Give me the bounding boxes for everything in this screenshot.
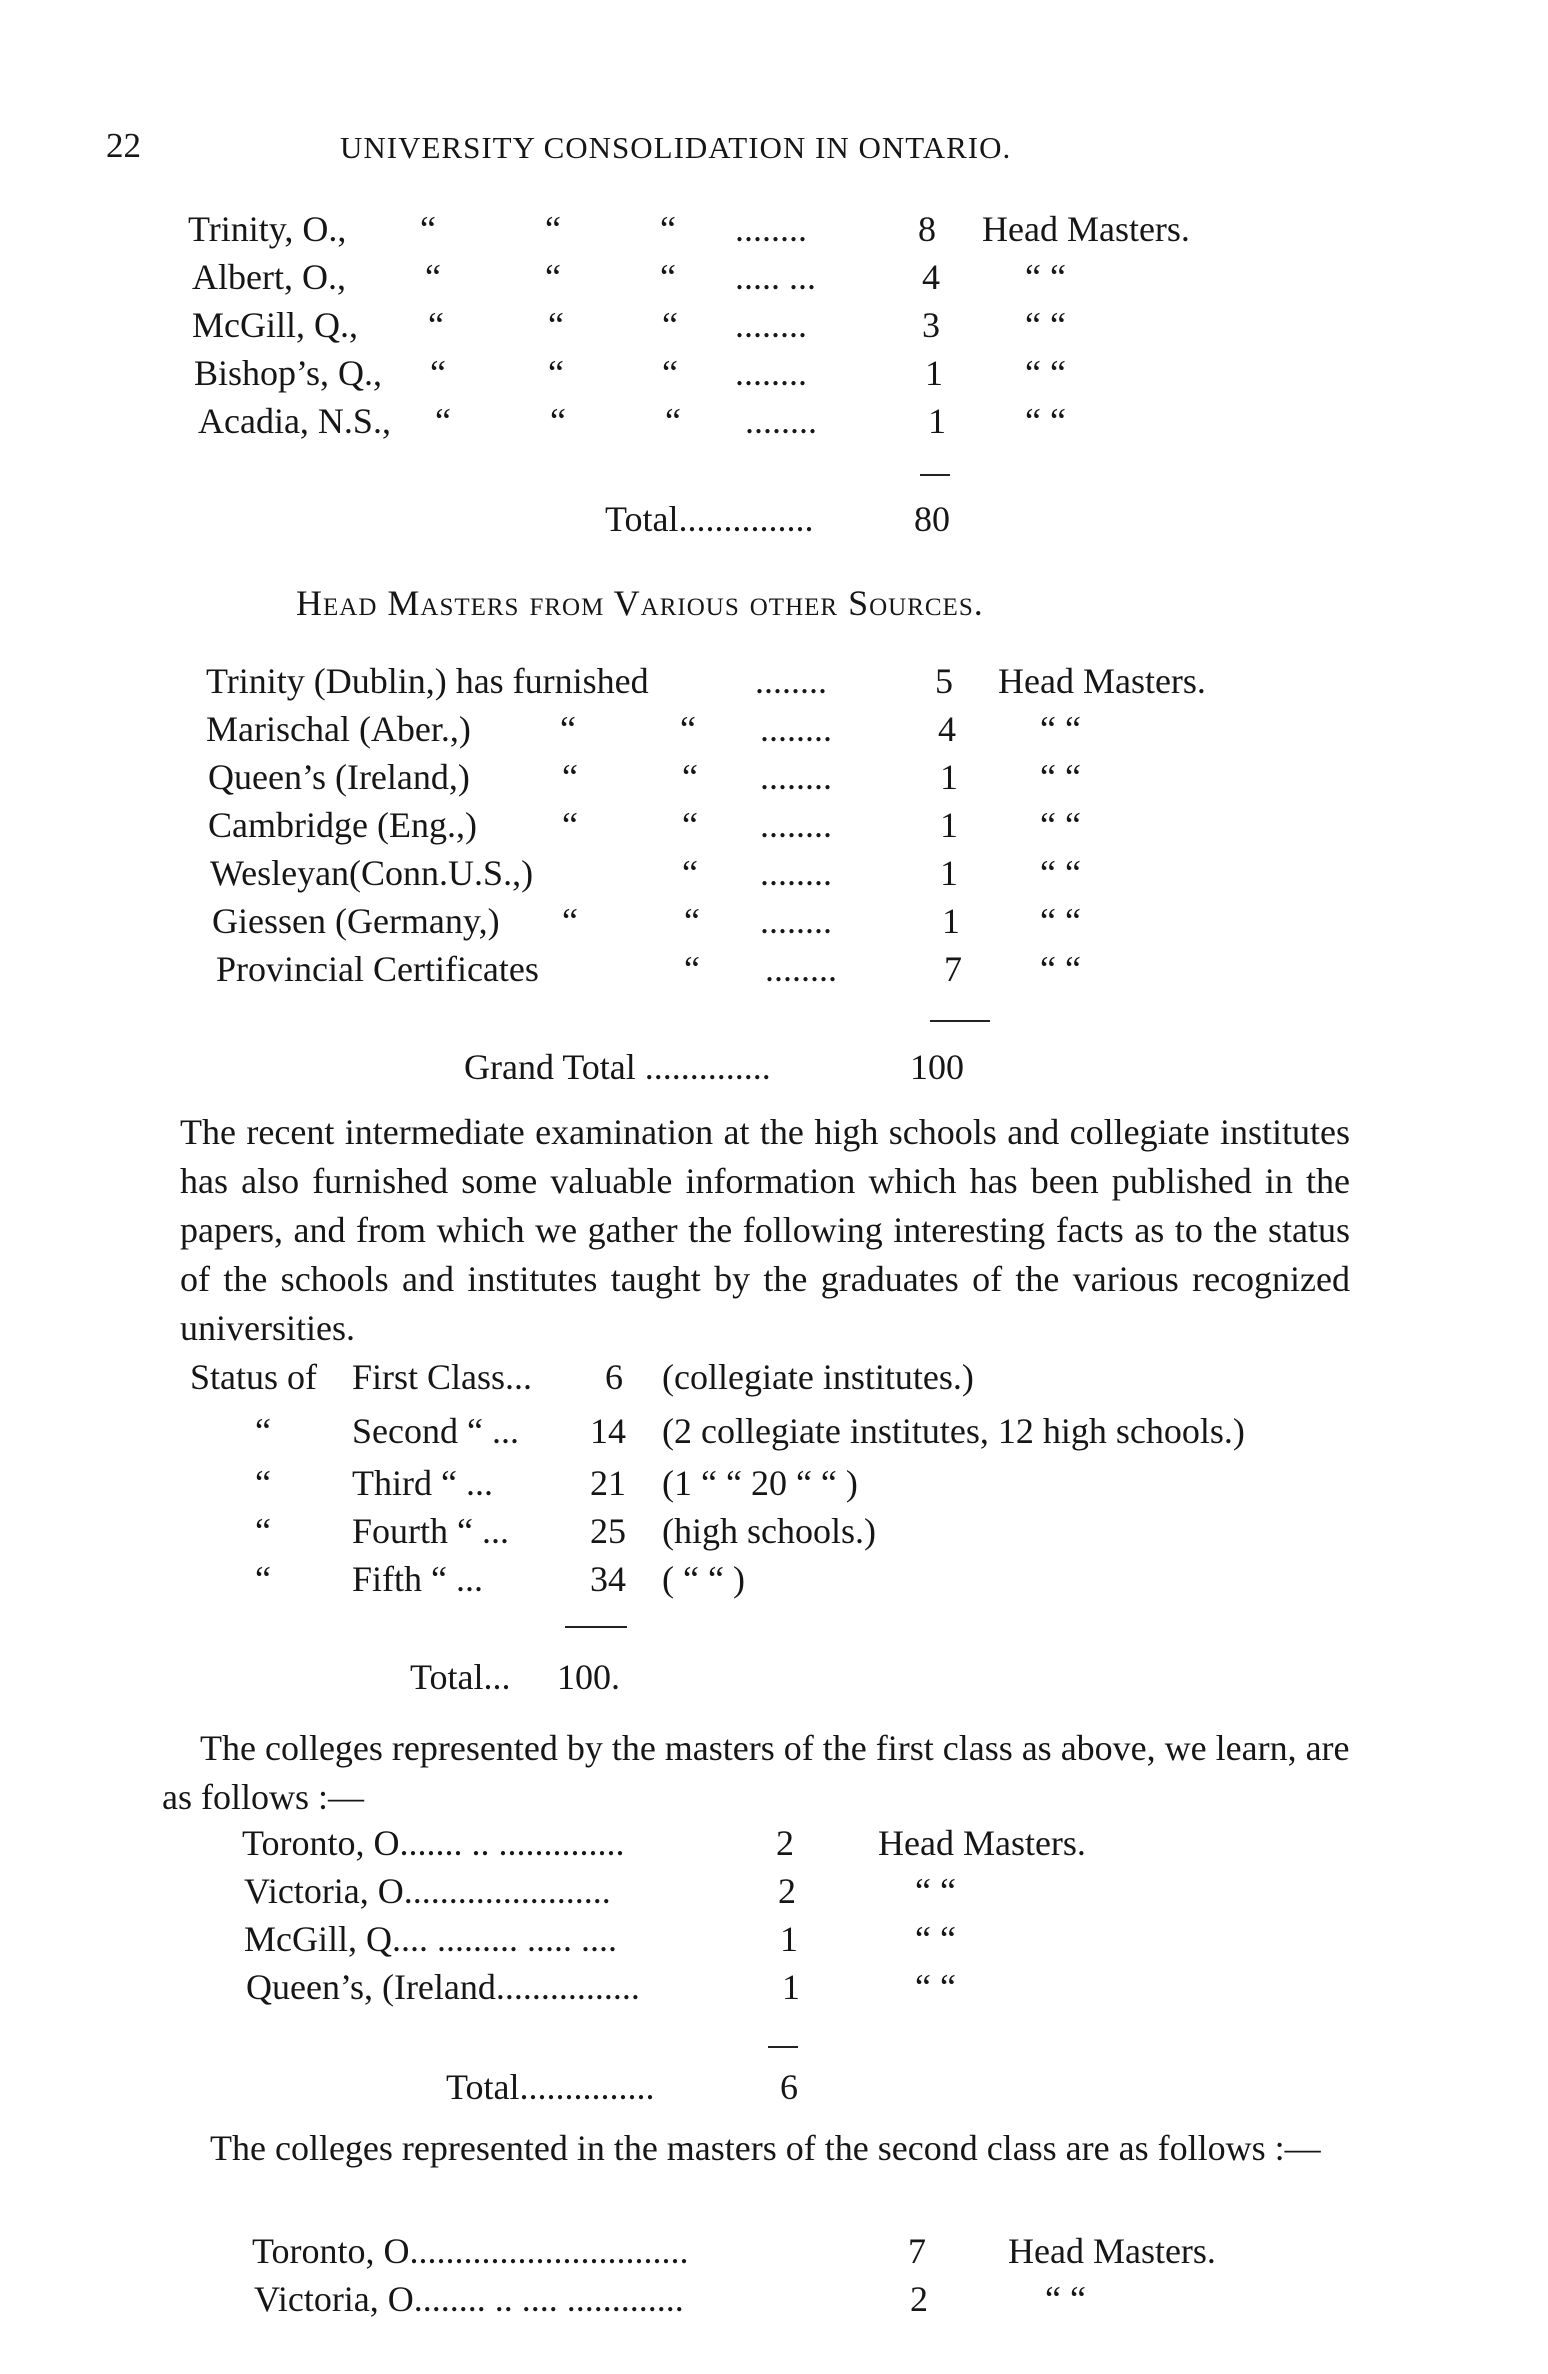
sum-rule — [920, 474, 950, 476]
table-row: Wesleyan(Conn.U.S.,) “ ........ 1 “ “ — [210, 853, 1081, 893]
table-row: Toronto, O....... .. .............. 2 Head Masters. — [242, 1823, 1086, 1863]
table-row: “ Fourth “ ... 25 (high schools.) — [255, 1511, 876, 1551]
table-row: Toronto, O............................... 7 Head Masters. — [252, 2231, 1216, 2271]
table-row: Victoria, O....................... 2 “ “ — [244, 1871, 956, 1911]
table-row: Bishop’s, Q., “ “ “ ........ 1 “ “ — [194, 353, 1066, 393]
table-row: Queen’s (Ireland,) “ “ ........ 1 “ “ — [208, 757, 1081, 797]
table-row: Queen’s, (Ireland................ 1 “ “ — [246, 1967, 956, 2007]
running-title: UNIVERSITY CONSOLIDATION IN ONTARIO. — [340, 130, 1012, 165]
paragraph: The colleges represented in the masters of the second class are as follows :— — [210, 2128, 1321, 2168]
section-heading: Head Masters from Various other Sources. — [296, 583, 984, 623]
total-row: Total............... 80 — [605, 499, 950, 539]
sum-rule — [768, 2046, 798, 2048]
table-row: “ Third “ ... 21 (1 “ “ 20 “ “ ) — [255, 1463, 858, 1503]
paragraph: The recent intermediate examination at the high schools and collegiate institutes has also furnished some valuable information which has been published in the papers, and from which we gather the following interesting facts as to the status of the schools and institutes taught by the graduates of the various recognized universities. — [180, 1112, 1350, 1348]
table-row: “ Second “ ... 14 (2 collegiate institutes, 12 high schools.) — [255, 1411, 1245, 1451]
total-row: Total... 100. — [410, 1657, 620, 1697]
table-row: Albert, O., “ “ “ ..... ... 4 “ “ — [192, 257, 1066, 297]
paragraph: The colleges represented by the masters of the first class as above, we learn, are as follows :— — [162, 1728, 1350, 1817]
table-row: McGill, Q.... ......... ..... .... 1 “ “ — [244, 1919, 956, 1959]
table-row: “ Fifth “ ... 34 ( “ “ ) — [255, 1559, 745, 1599]
total-row: Total............... 6 — [446, 2067, 798, 2107]
page-number: 22 — [106, 126, 141, 165]
table-row: Victoria, O........ .. .... ............. 2 “ “ — [254, 2279, 1086, 2319]
table-row: Giessen (Germany,) “ “ ........ 1 “ “ — [212, 901, 1081, 941]
table-row: Provincial Certificates “ ........ 7 “ “ — [216, 949, 1081, 989]
table-row: McGill, Q., “ “ “ ........ 3 “ “ — [192, 305, 1066, 345]
table-row: Acadia, N.S., “ “ “ ........ 1 “ “ — [198, 401, 1066, 441]
table-row: Cambridge (Eng.,) “ “ ........ 1 “ “ — [208, 805, 1081, 845]
table-row: Status of First Class... 6 (collegiate institutes.) — [190, 1357, 974, 1397]
table-row: Marischal (Aber.,) “ “ ........ 4 “ “ — [206, 709, 1081, 749]
table-row: Trinity, O., “ “ “ ........ 8 Head Masters. — [188, 209, 1190, 249]
grand-total-row: Grand Total .............. 100 — [464, 1047, 964, 1087]
sum-rule — [930, 1020, 990, 1022]
table-row: Trinity (Dublin,) has furnished ........ 5 Head Masters. — [206, 661, 1206, 701]
sum-rule — [565, 1626, 627, 1628]
